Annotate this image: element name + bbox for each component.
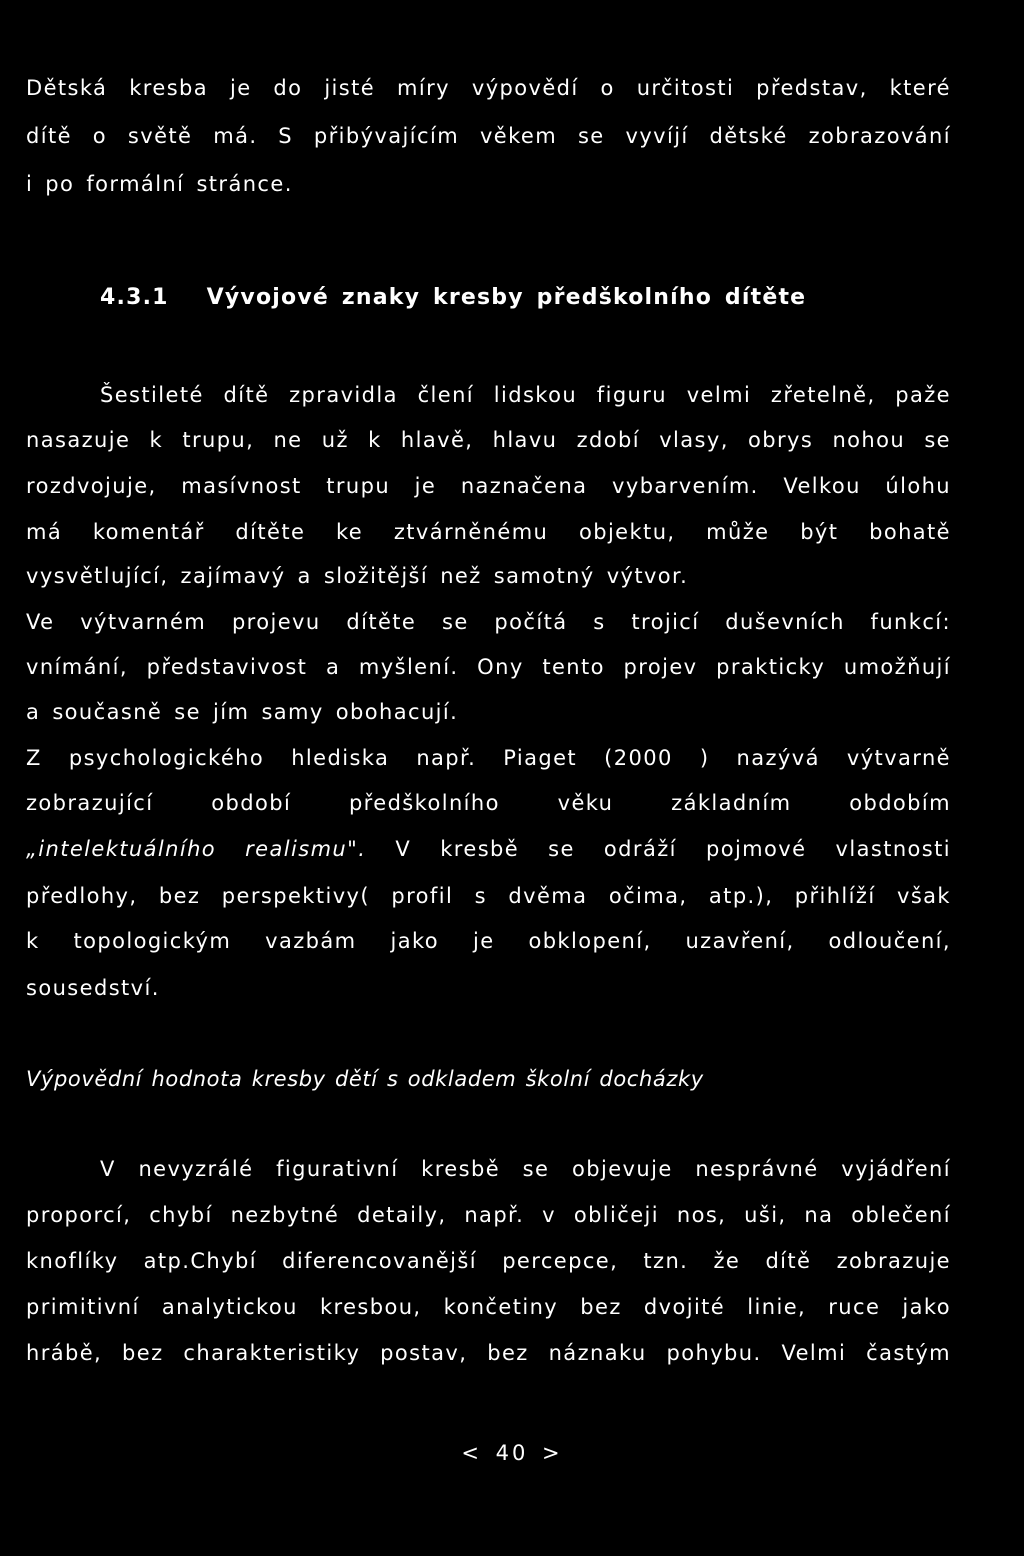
italic-term: „intelektuálního realismu".: [26, 837, 367, 861]
paragraph-2-line-8: a současně se jím samy obohacují.: [26, 700, 459, 724]
paragraph-3-line-4: primitivní analytickou kresbou, končetiny bez dvojité linie, ruce jako: [26, 1295, 951, 1319]
paragraph-2-line-11: [26, 837, 951, 861]
paragraph-1-line-2: dítě o světě má. S přibývajícím věkem se vyvíjí dětské zobrazování: [26, 124, 951, 148]
paragraph-2-line-7: vnímání, představivost a myšlení. Ony tento projev prakticky umožňují: [26, 655, 951, 679]
paragraph-2-line-12: předlohy, bez perspektivy( profil s dvěma očima, atp.), přihlíží však: [26, 884, 951, 908]
paragraph-2-line-1: Šestileté dítě zpravidla člení lidskou figuru velmi zřetelně, paže: [100, 383, 951, 407]
paragraph-2-line-14: sousedství.: [26, 976, 160, 1000]
subheading: Výpovědní hodnota kresby dětí s odkladem školní docházky: [26, 1067, 704, 1091]
paragraph-3-line-2: proporcí, chybí nezbytné detaily, např. v obličeji nos, uši, na oblečení: [26, 1203, 951, 1227]
paragraph-1-line-3: i po formální stránce.: [26, 172, 293, 196]
paragraph-3-line-1: V nevyzrálé figurativní kresbě se objevuje nesprávné vyjádření: [100, 1157, 951, 1181]
paragraph-2-line-4: má komentář dítěte ke ztvárněnému objektu, může být bohatě: [26, 520, 951, 544]
page-number: < 40 >: [461, 1441, 563, 1465]
section-number: 4.3.1: [100, 285, 169, 310]
paragraph-2-line-5: vysvětlující, zajímavý a složitější než samotný výtvor.: [26, 564, 689, 588]
paragraph-2-line-11-rest: V kresbě se odráží pojmové vlastnosti: [366, 837, 951, 861]
paragraph-1-line-1: Dětská kresba je do jisté míry výpovědí o určitosti představ, které: [26, 76, 951, 100]
paragraph-2-line-3: rozdvojuje, masívnost trupu je naznačena vybarvením. Velkou úlohu: [26, 474, 951, 498]
paragraph-2-line-9: Z psychologického hlediska např. Piaget (2000 ) nazývá výtvarně: [26, 746, 951, 770]
paragraph-3-line-3: knoflíky atp.Chybí diferencovanější percepce, tzn. že dítě zobrazuje: [26, 1249, 951, 1273]
paragraph-2-line-6: Ve výtvarném projevu dítěte se počítá s trojicí duševních funkcí:: [26, 610, 951, 634]
paragraph-2-line-2: nasazuje k trupu, ne už k hlavě, hlavu zdobí vlasy, obrys nohou se: [26, 428, 951, 452]
paragraph-2-line-13: k topologickým vazbám jako je obklopení, uzavření, odloučení,: [26, 929, 951, 953]
paragraph-3-line-5: hrábě, bez charakteristiky postav, bez náznaku pohybu. Velmi častým: [26, 1341, 951, 1365]
section-title: Vývojové znaky kresby předškolního dítěte: [206, 285, 807, 310]
section-heading: [100, 285, 806, 310]
paragraph-2-line-10: zobrazující období předškolního věku základním obdobím: [26, 791, 951, 815]
